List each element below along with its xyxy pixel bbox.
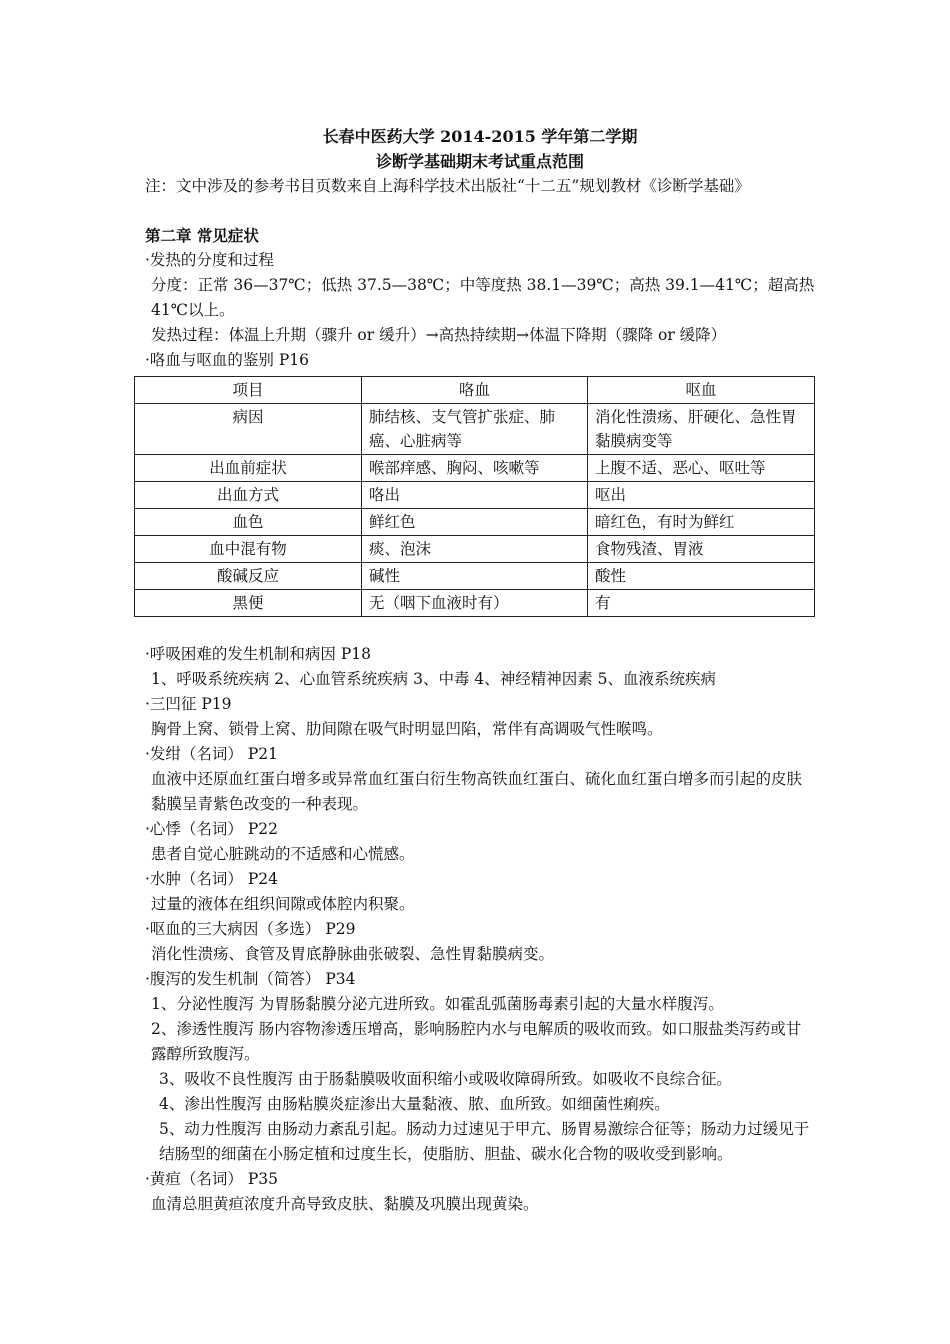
fever-grading-text: 分度：正常 36—37℃；低热 37.5—38℃；中等度热 38.1—39℃；高热 39.1—41℃；超高热 41℃以上。 xyxy=(151,276,815,319)
table-cell: 酸性 xyxy=(588,563,815,590)
table-cell: 食物残渣、胃液 xyxy=(588,536,815,563)
table-cell: 肺结核、支气管扩张症、肺癌、心脏病等 xyxy=(362,404,588,455)
table-row xyxy=(135,563,815,590)
table-cell: 病因 xyxy=(135,404,362,455)
cyanosis-text: 血液中还原血红蛋白增多或异常血红蛋白衍生物高铁血红蛋白、硫化血红蛋白增多而引起的皮肤黏膜呈青紫色改变的一种表现。 xyxy=(151,770,803,813)
diarrhea-item-3: 3、吸收不良性腹泻 由于肠黏膜吸收面积缩小或吸收障碍所致。如吸收不良综合征。 xyxy=(159,1070,732,1088)
table-cell: 出血前症状 xyxy=(135,455,362,482)
table-row xyxy=(135,482,815,509)
hemoptysis-table-heading: ·咯血与呕血的鉴别 P16 xyxy=(145,351,310,369)
table-cell: 消化性溃疡、肝硬化、急性胃黏膜病变等 xyxy=(588,404,815,455)
table-row xyxy=(135,590,815,617)
table-row xyxy=(135,536,815,563)
table-cell: 出血方式 xyxy=(135,482,362,509)
table-cell: 黑便 xyxy=(135,590,362,617)
palpitation-text: 患者自觉心脏跳动的不适感和心慌感。 xyxy=(151,845,415,863)
three-depression-text: 胸骨上窝、锁骨上窝、肋间隙在吸气时明显凹陷，常伴有高调吸气性喉鸣。 xyxy=(151,720,663,738)
dyspnea-heading: ·呼吸困难的发生机制和病因 P18 xyxy=(145,645,372,663)
table-cell: 上腹不适、恶心、呕吐等 xyxy=(588,455,815,482)
diarrhea-item-4: 4、渗出性腹泻 由肠粘膜炎症渗出大量黏液、脓、血所致。如细菌性痢疾。 xyxy=(159,1095,670,1113)
edema-text: 过量的液体在组织间隙或体腔内积聚。 xyxy=(151,895,415,913)
cyanosis-heading: ·发绀（名词） P21 xyxy=(145,745,279,763)
dyspnea-text: 1、呼吸系统疾病 2、心血管系统疾病 3、中毒 4、神经精神因素 5、血液系统疾病 xyxy=(151,670,717,688)
table-cell: 呕出 xyxy=(588,482,815,509)
table-row xyxy=(135,509,815,536)
edema-heading: ·水肿（名词） P24 xyxy=(145,870,279,888)
table-header-cell: 呕血 xyxy=(588,377,815,404)
table-cell: 无（咽下血液时有） xyxy=(362,590,588,617)
table-cell: 血色 xyxy=(135,509,362,536)
table-cell: 碱性 xyxy=(362,563,588,590)
table-cell: 酸碱反应 xyxy=(135,563,362,590)
palpitation-heading: ·心悸（名词） P22 xyxy=(145,820,279,838)
diarrhea-heading: ·腹泻的发生机制（简答） P34 xyxy=(145,970,356,988)
table-row xyxy=(135,404,815,455)
hemoptysis-hematemesis-table xyxy=(134,376,815,617)
table-cell: 鲜红色 xyxy=(362,509,588,536)
table-cell: 喉部痒感、胸闷、咳嗽等 xyxy=(362,455,588,482)
document-title-line1: 长春中医药大学 2014-2015 学年第二学期 xyxy=(322,127,638,146)
hematemesis-causes-text: 消化性溃疡、食管及胃底静脉曲张破裂、急性胃黏膜病变。 xyxy=(151,945,555,963)
reference-note: 注：文中涉及的参考书目页数来自上海科学技术出版社“十二五”规划教材《诊断学基础》 xyxy=(145,177,750,195)
chapter-heading: 第二章 常见症状 xyxy=(145,226,259,245)
table-header-row xyxy=(135,377,815,404)
document-title-line2: 诊断学基础期末考试重点范围 xyxy=(375,152,584,171)
fever-heading: ·发热的分度和过程 xyxy=(145,251,274,269)
table-cell: 痰、泡沫 xyxy=(362,536,588,563)
table-cell: 血中混有物 xyxy=(135,536,362,563)
three-depression-heading: ·三凹征 P19 xyxy=(145,695,232,713)
table-cell: 暗红色，有时为鲜红 xyxy=(588,509,815,536)
diarrhea-item-1: 1、分泌性腹泻 为胃肠黏膜分泌亢进所致。如霍乱弧菌肠毒素引起的大量水样腹泻。 xyxy=(151,995,724,1013)
table-cell: 有 xyxy=(588,590,815,617)
document-page xyxy=(145,124,815,1217)
table-row xyxy=(135,455,815,482)
diarrhea-item-2: 2、渗透性腹泻 肠内容物渗透压增高，影响肠腔内水与电解质的吸收而致。如口服盐类泻药或甘露醇所致腹泻。 xyxy=(151,1020,802,1063)
table-header-cell: 项目 xyxy=(135,377,362,404)
jaundice-heading: ·黄疸（名词） P35 xyxy=(145,1170,279,1188)
table-header-cell: 咯血 xyxy=(362,377,588,404)
jaundice-text: 血清总胆黄疸浓度升高导致皮肤、黏膜及巩膜出现黄染。 xyxy=(151,1195,539,1213)
table-cell: 咯出 xyxy=(362,482,588,509)
diarrhea-item-5: 5、动力性腹泻 由肠动力紊乱引起。肠动力过速见于甲亢、肠胃易激综合征等；肠动力过缓见于结肠型的细菌在小肠定植和过度生长，使脂肪、胆盐、碳水化合物的吸收受到影响。 xyxy=(159,1120,810,1163)
fever-process-text: 发热过程：体温上升期（骤升 or 缓升）→高热持续期→体温下降期（骤降 or 缓降） xyxy=(151,326,727,344)
hematemesis-causes-heading: ·呕血的三大病因（多选） P29 xyxy=(145,920,356,938)
